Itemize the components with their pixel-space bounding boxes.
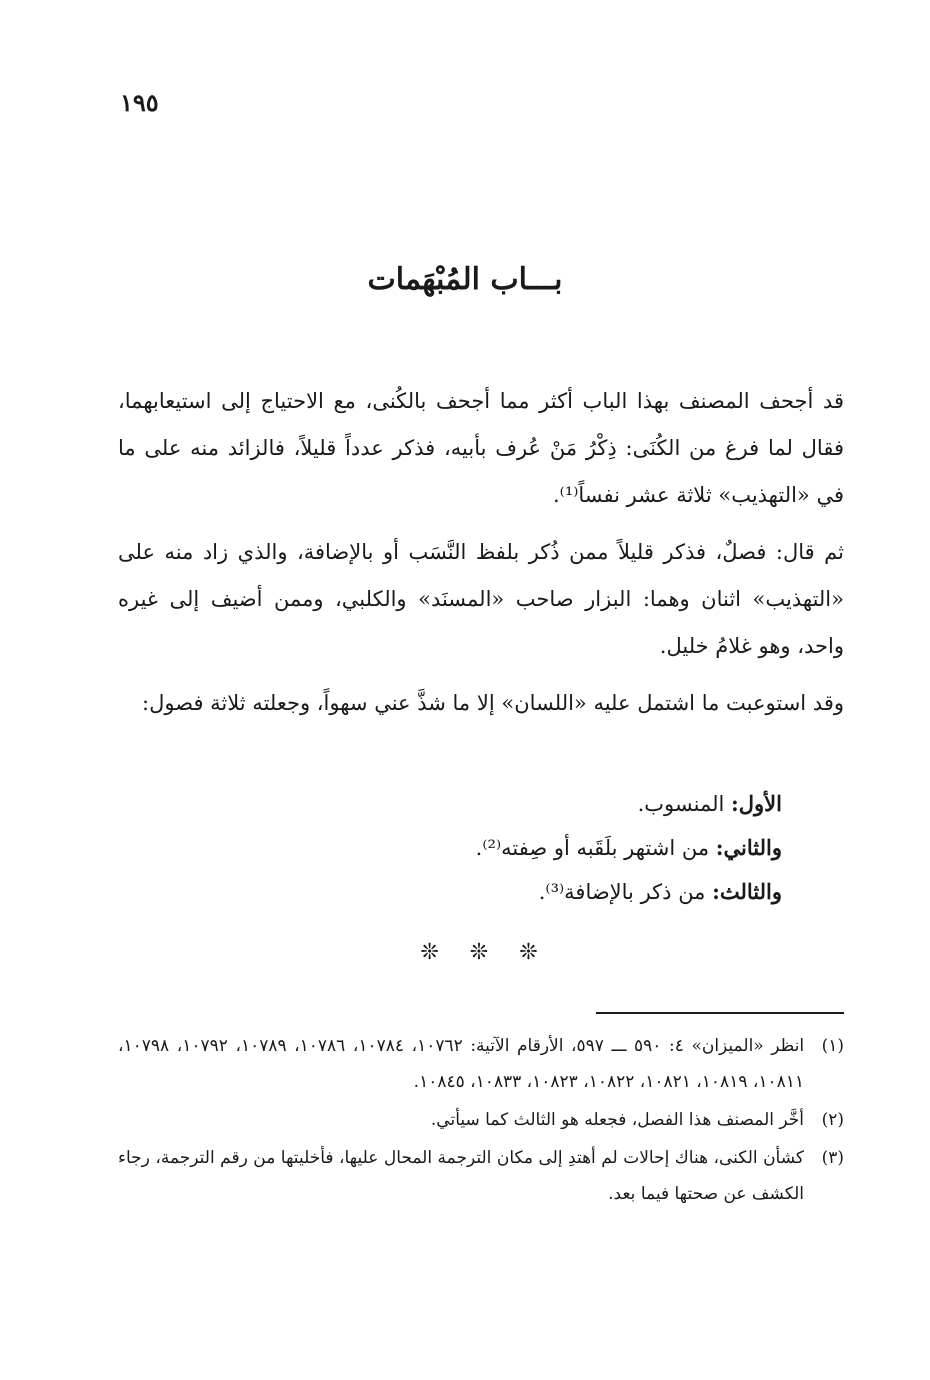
footnote-rule: [596, 1012, 844, 1014]
paragraph: ثم قال: فصلٌ، فذكر قليلاً ممن ذُكر بلفظ النَّسَب أو بالإضافة، والذي زاد منه على «التهذيب» اثنان وهما: البزار صاحب «المسنَد» والكلبي، وممن أضيف إلى غيره واحد، وهو غلامُ خليل.: [118, 540, 844, 658]
chapter-title: بـــاب المُبْهَمات: [367, 262, 563, 297]
section-lead: والثاني:: [715, 835, 782, 860]
section-separator: ❊ ❊ ❊: [420, 940, 550, 965]
footnote-number: (٢): [821, 1110, 844, 1130]
body-text: [118, 378, 844, 737]
section-item: [118, 870, 782, 914]
footnote: [118, 1140, 844, 1212]
section-item: [118, 826, 782, 870]
paragraph: وقد استوعبت ما اشتمل عليه «اللسان» إلا ما شذَّ عني سهواً، وجعلته ثلاثة فصول:: [142, 691, 844, 715]
section-text: من اشتهر بلَقَبه أو صِفته⁽²⁾.: [475, 836, 716, 860]
footnote-text: انظر «الميزان» ٤: ٥٩٠ ـــ ٥٩٧، الأرقام الآتية: ١٠٧٦٢، ١٠٧٨٤، ١٠٧٨٦، ١٠٧٨٩، ١٠٧٩٢، ١٠٧٩٨، ١٠٨١١، ١٠٨١٩، ١٠٨٢١، ١٠٨٢٢، ١٠٨٢٣، ١٠٨٣٣، ١٠٨٤٥.: [118, 1036, 805, 1092]
section-lead: والثالث:: [712, 879, 782, 904]
page-number: ١٩٥: [120, 88, 159, 117]
footnote-number: (٣): [821, 1148, 844, 1168]
section-item: [118, 782, 782, 826]
section-lead: الأول:: [731, 791, 782, 816]
section-text: من ذكر بالإضافة⁽³⁾.: [538, 880, 713, 904]
footnote-text: أخَّر المصنف هذا الفصل، فجعله هو الثالث كما سيأتي.: [430, 1110, 804, 1130]
footnote: [118, 1028, 844, 1100]
footnote-text: كشأن الكنى، هناك إحالات لم أهتدِ إلى مكان الترجمة المحال عليها، فأخليتها من رقم الترجمة، رجاء الكشف عن صحتها فيما بعد.: [118, 1148, 804, 1204]
paragraph: قد أجحف المصنف بهذا الباب أكثر مما أجحف بالكُنى، مع الاحتياج إلى استيعابهما، فقال لما فرغ من الكُنَى: ذِكْرُ مَنْ عُرف بأبيه، فذكر عدداً قليلاً، فالزائد منه على ما في «التهذيب» ثلاثة عشر نفساً⁽¹⁾.: [118, 389, 844, 507]
section-text: المنسوب.: [637, 792, 732, 816]
sections-list: [118, 782, 782, 914]
footnote-number: (١): [821, 1036, 844, 1056]
footnotes: [118, 1028, 844, 1214]
footnote: [118, 1102, 844, 1138]
